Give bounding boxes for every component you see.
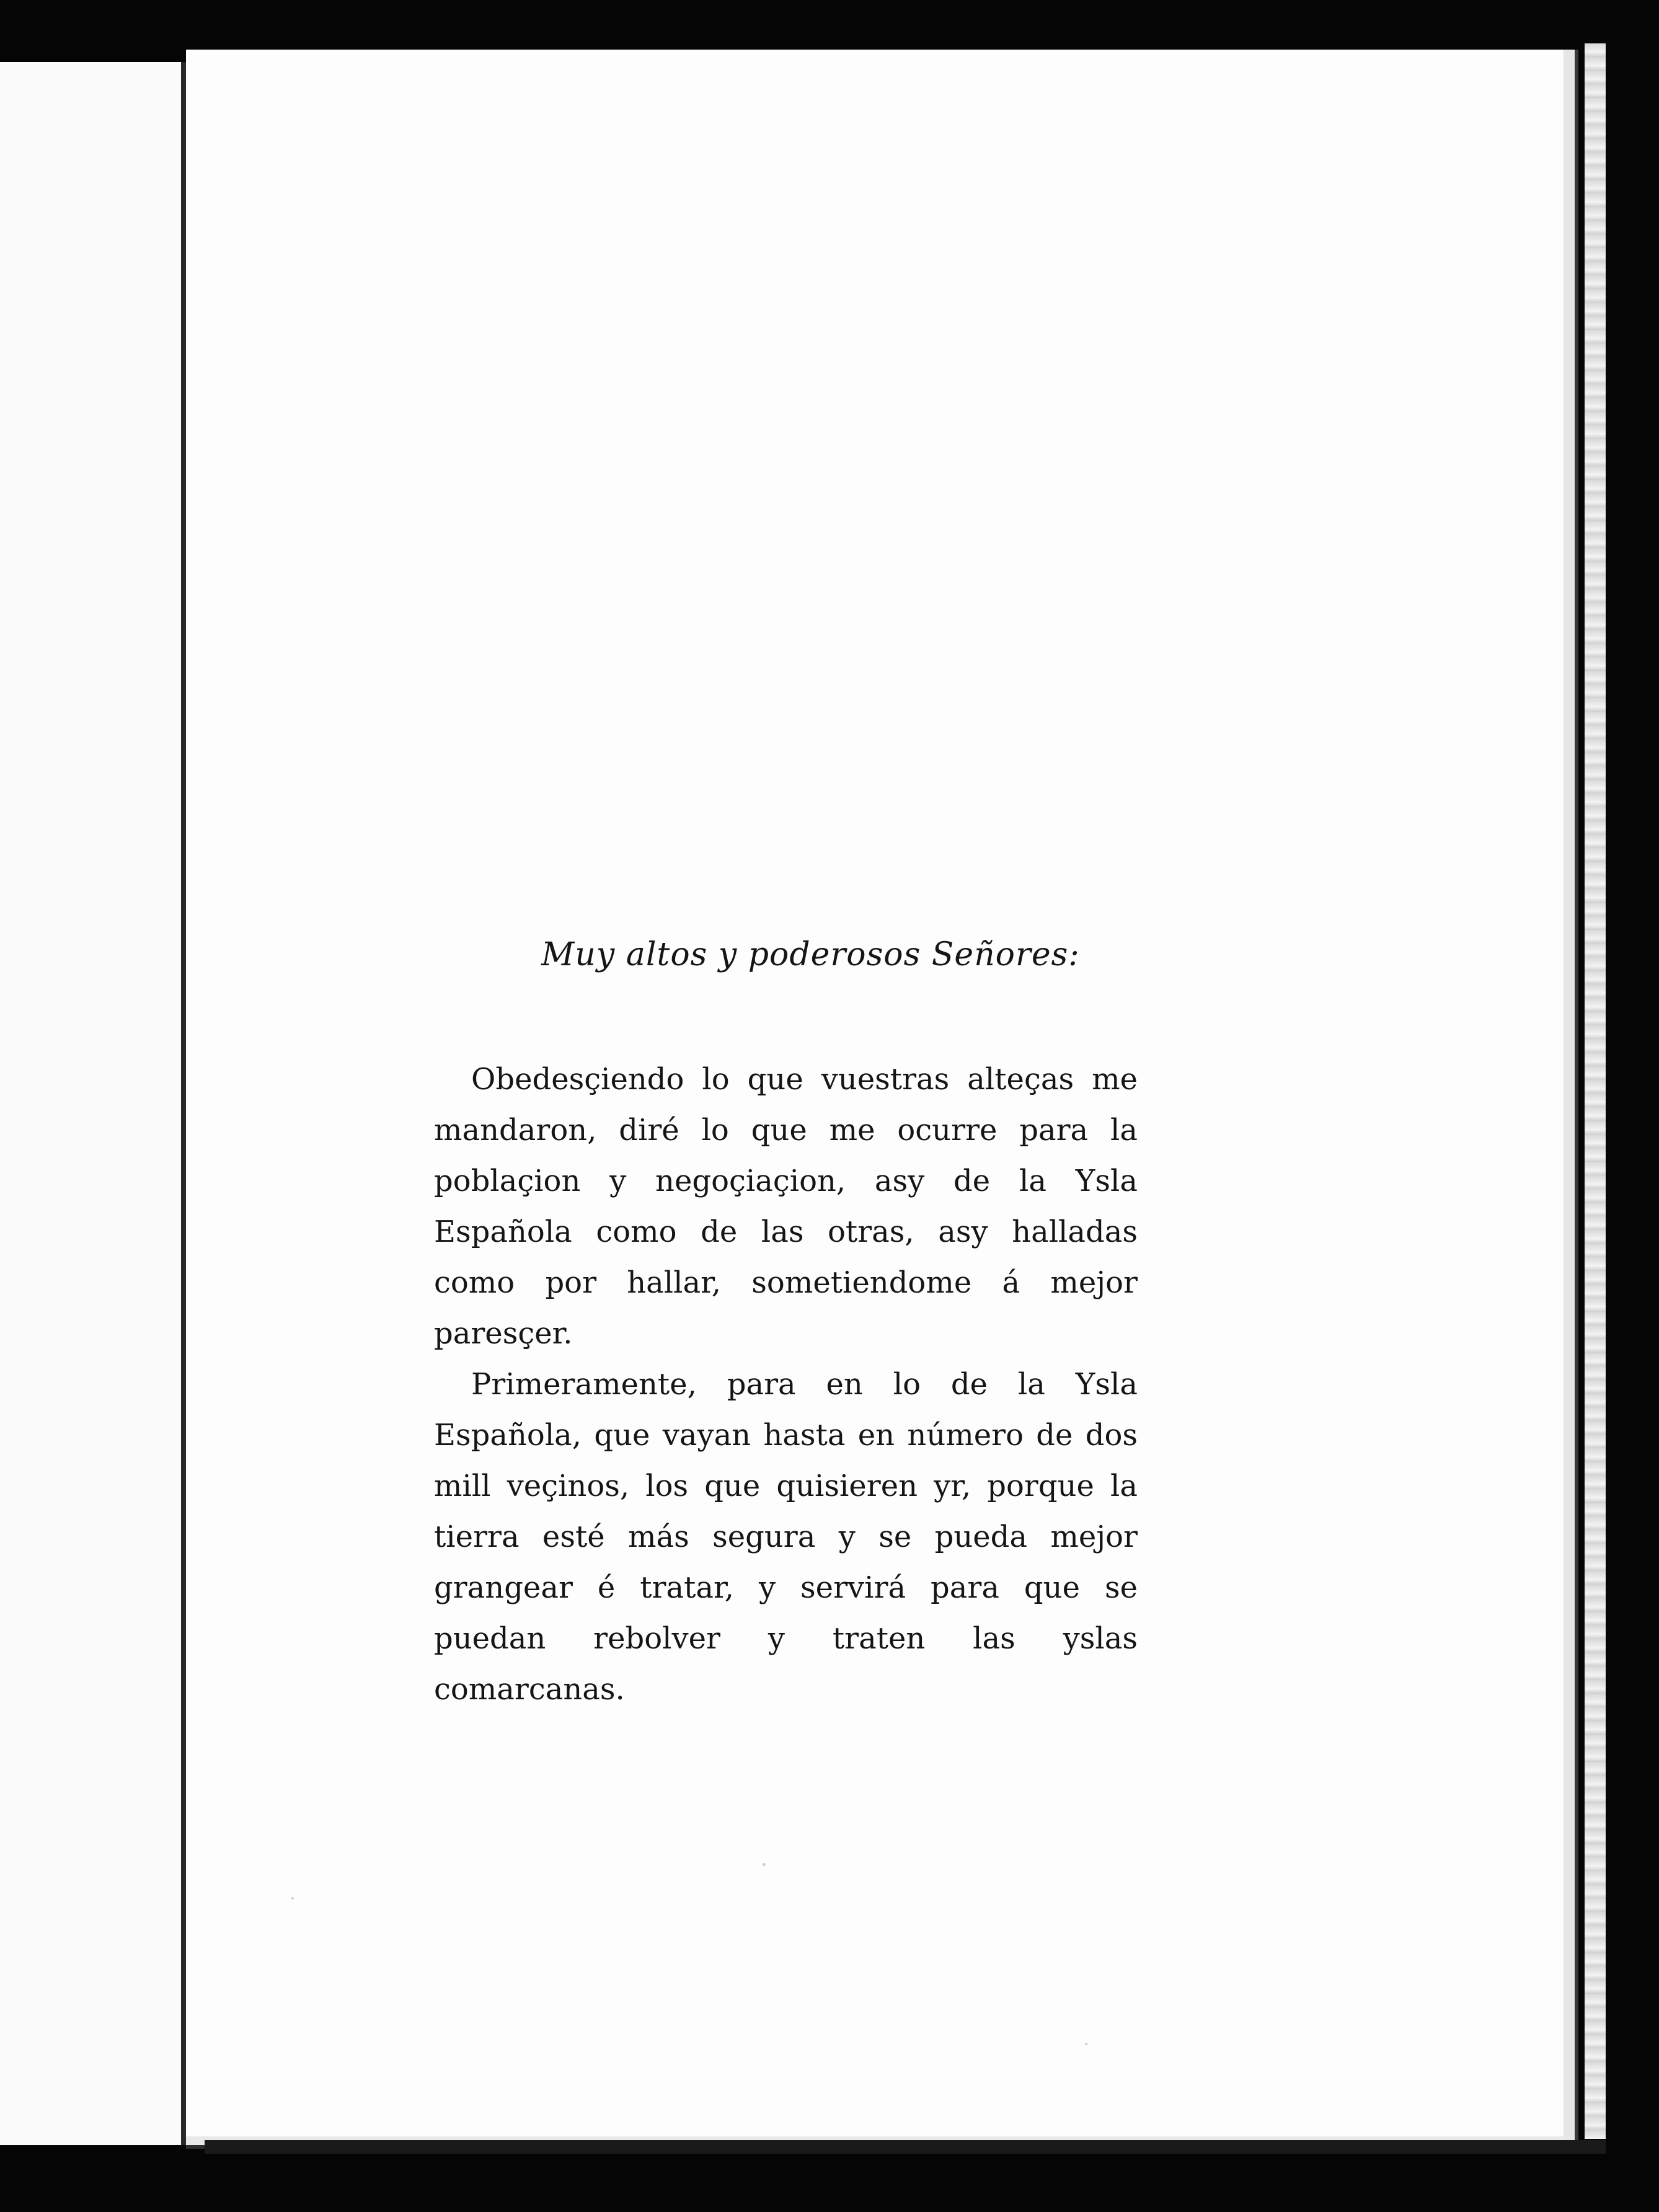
paper-speck bbox=[763, 1863, 766, 1866]
letter-text bbox=[434, 930, 1138, 1715]
paragraph-1: Obedesçiendo lo que vuestras alteças me mandaron, diré lo que me ocurre para la poblaçion y negoçiaçion, asy de la Ysla Española como de las otras, asy halladas como por hallar, sometiendome á mejor paresçer. bbox=[434, 1062, 1138, 1351]
page-bottom-edge bbox=[205, 2140, 1606, 2154]
book-gutter bbox=[181, 62, 186, 2145]
salutation: Muy altos y poderosos Señores: bbox=[541, 936, 1080, 973]
paragraph-2: Primeramente, para en lo de la Ysla Española, que vayan hasta en número de dos mill veçinos, los que quisieren yr, porque la tierra esté más segura y se pueda mejor grangear é tratar, y servirá para que se puedan rebolver y traten las yslas comarcanas. bbox=[434, 1367, 1138, 1707]
paper-speck bbox=[1085, 2043, 1087, 2045]
paper-speck bbox=[291, 1897, 294, 1900]
page-fore-edge bbox=[1585, 43, 1606, 2139]
facing-page-left bbox=[0, 62, 186, 2145]
